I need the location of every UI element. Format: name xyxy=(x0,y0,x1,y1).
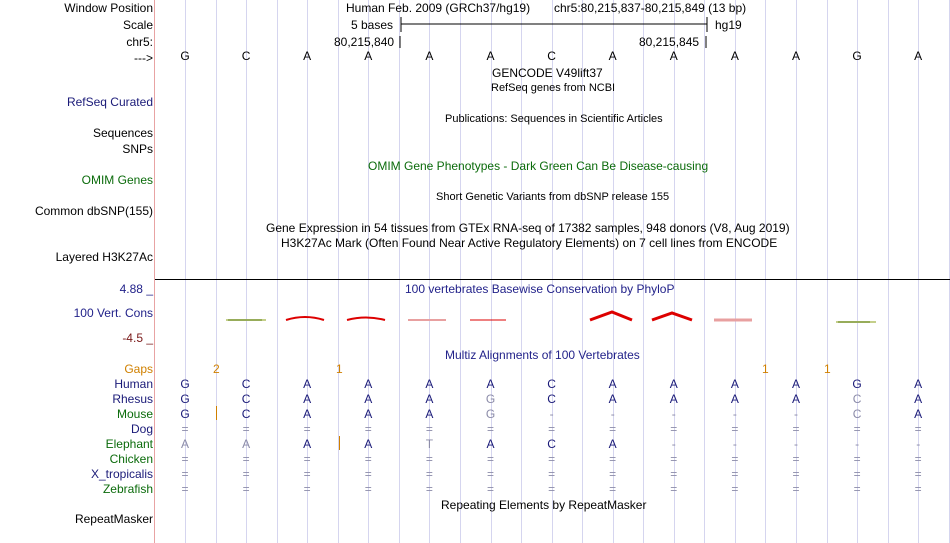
alignment-base: C xyxy=(852,407,862,421)
alignment-base: = xyxy=(792,467,800,481)
alignment-base: A xyxy=(303,407,312,421)
alignment-base: A xyxy=(303,377,312,391)
alignment-base: A xyxy=(425,392,434,406)
alignment-base: = xyxy=(731,452,739,466)
alignment-base: = xyxy=(609,482,617,496)
alignment-base: = xyxy=(181,467,189,481)
species-label[interactable]: Dog xyxy=(130,422,153,436)
alignment-base: - xyxy=(610,407,615,421)
alignment-base: A xyxy=(608,377,617,391)
alignment-base: = xyxy=(792,452,800,466)
grid-line xyxy=(277,0,278,543)
alignment-base: T xyxy=(425,437,434,451)
grid-line xyxy=(643,0,644,543)
alignment-base: = xyxy=(242,482,250,496)
alignment-base: = xyxy=(670,467,678,481)
alignment-base: A xyxy=(425,377,434,391)
track-omim-desc[interactable]: OMIM Gene Phenotypes - Dark Green Can Be Disease-causing xyxy=(368,159,709,173)
track-label-h3k27ac[interactable]: Layered H3K27Ac xyxy=(55,250,153,264)
species-label[interactable]: Chicken xyxy=(109,452,153,466)
alignment-base: - xyxy=(732,437,737,451)
alignment-base: = xyxy=(548,452,556,466)
alignment-base: = xyxy=(486,452,494,466)
alignment-base: G xyxy=(485,392,496,406)
alignment-base: = xyxy=(486,467,494,481)
track-gtex-desc[interactable]: Gene Expression in 54 tissues from GTEx RNA-seq of 17382 samples, 948 donors (V8, Aug 2019) xyxy=(266,221,790,235)
alignment-base: A xyxy=(791,377,800,391)
alignment-base: A xyxy=(914,407,923,421)
alignment-base: = xyxy=(303,467,311,481)
alignment-base: = xyxy=(242,452,250,466)
track-separator xyxy=(155,279,950,280)
alignment-base: A xyxy=(364,437,373,451)
alignment-base: G xyxy=(485,407,496,421)
species-label[interactable]: Human xyxy=(114,377,153,391)
alignment-base: = xyxy=(792,482,800,496)
track-publications[interactable]: Publications: Sequences in Scientific Articles xyxy=(445,113,663,125)
grid-line xyxy=(888,0,889,543)
track-gencode[interactable]: GENCODE V49lift37 xyxy=(492,66,603,80)
alignment-base: A xyxy=(364,407,373,421)
alignment-base: = xyxy=(242,467,250,481)
alignment-base: = xyxy=(609,422,617,436)
track-label-sequences[interactable]: Sequences xyxy=(92,126,153,140)
alignment-base: - xyxy=(916,437,921,451)
alignment-base: A xyxy=(364,377,373,391)
track-h3k27ac-desc[interactable]: H3K27Ac Mark (Often Found Near Active Regulatory Elements) on 7 cell lines from ENCODE xyxy=(281,236,778,250)
grid-line xyxy=(399,0,400,543)
grid-line xyxy=(827,0,828,543)
track-label-snps[interactable]: SNPs xyxy=(122,142,153,156)
base-letter: A xyxy=(608,49,617,63)
alignment-base: = xyxy=(364,452,372,466)
track-repeat-desc[interactable]: Repeating Elements by RepeatMasker xyxy=(441,498,647,512)
track-refseq-desc: RefSeq genes from NCBI xyxy=(491,82,616,94)
alignment-base: A xyxy=(914,377,923,391)
cons-min-label: -4.5 _ xyxy=(122,331,153,345)
base-letter: A xyxy=(730,49,739,63)
alignment-base: C xyxy=(547,377,556,391)
alignment-base: C xyxy=(547,392,556,406)
track-label-repeatmasker[interactable]: RepeatMasker xyxy=(74,512,153,526)
alignment-base: = xyxy=(548,422,556,436)
alignment-base: = xyxy=(609,452,617,466)
grid-line xyxy=(460,0,461,543)
alignment-base: - xyxy=(794,407,798,421)
alignment-base: A xyxy=(730,377,739,391)
coord-right: 80,215,845 xyxy=(639,35,700,49)
gap-count-1: 2 xyxy=(213,362,220,376)
scale-label: Scale xyxy=(122,18,153,32)
base-letter: G xyxy=(852,49,862,63)
gap-count-2: 1 xyxy=(336,362,343,376)
alignment-base: - xyxy=(794,437,798,451)
alignment-base: = xyxy=(670,422,678,436)
alignment-base: - xyxy=(671,407,676,421)
scale-db: hg19 xyxy=(715,18,742,32)
alignment-base: - xyxy=(549,407,554,421)
alignment-base: = xyxy=(792,422,800,436)
alignment-base: A xyxy=(425,407,434,421)
gap-count-3: 1 xyxy=(762,362,769,376)
window-position-label: Window Position xyxy=(64,1,153,15)
position-readout: chr5:80,215,837-80,215,849 (13 bp) xyxy=(554,1,747,15)
alignment-base: A xyxy=(242,437,251,451)
species-label[interactable]: Elephant xyxy=(105,437,153,451)
alignment-base: = xyxy=(425,482,433,496)
alignment-base: C xyxy=(852,392,862,406)
alignment-base: = xyxy=(853,452,861,466)
alignment-base: A xyxy=(486,377,495,391)
alignment-base: = xyxy=(914,482,922,496)
alignment-base: C xyxy=(547,437,556,451)
alignment-base: G xyxy=(180,392,190,406)
gap-count-4: 1 xyxy=(824,362,831,376)
track-label-omim[interactable]: OMIM Genes xyxy=(81,173,153,187)
alignment-base: = xyxy=(853,467,861,481)
alignment-base: = xyxy=(548,467,556,481)
scale-text: 5 bases xyxy=(351,18,394,32)
alignment-base: = xyxy=(364,467,372,481)
gap-mark-mouse xyxy=(216,406,217,420)
alignment-base: = xyxy=(364,422,372,436)
alignment-base: = xyxy=(425,467,433,481)
coord-left: 80,215,840 xyxy=(334,35,395,49)
alignment-base: C xyxy=(241,392,251,406)
alignment-base: = xyxy=(731,482,739,496)
alignment-base: A xyxy=(669,392,678,406)
grid-line xyxy=(216,0,217,543)
base-letter: C xyxy=(241,49,251,63)
alignment-base: G xyxy=(180,407,190,421)
alignment-base: A xyxy=(364,392,373,406)
alignment-base: = xyxy=(303,422,311,436)
alignment-base: C xyxy=(241,377,251,391)
alignment-base: = xyxy=(181,482,189,496)
phylop-graph[interactable] xyxy=(0,300,950,340)
alignment-base: A xyxy=(608,437,617,451)
base-letter: A xyxy=(425,49,434,63)
alignment-base: = xyxy=(914,467,922,481)
alignment-base: - xyxy=(732,407,737,421)
alignment-base: = xyxy=(181,422,189,436)
alignment-base: A xyxy=(486,437,495,451)
alignment-base: = xyxy=(670,452,678,466)
alignment-base: = xyxy=(853,422,861,436)
track-label-dbsnp[interactable]: Common dbSNP(155) xyxy=(34,204,153,218)
base-letter: A xyxy=(669,49,678,63)
alignment-base: G xyxy=(180,377,190,391)
alignment-base: A xyxy=(608,392,617,406)
base-letter: A xyxy=(791,49,800,63)
alignment-base: A xyxy=(303,437,312,451)
base-letter: A xyxy=(303,49,312,63)
alignment-base: = xyxy=(486,482,494,496)
alignment-base: = xyxy=(425,452,433,466)
assembly-title: Human Feb. 2009 (GRCh37/hg19) xyxy=(346,1,531,15)
track-label-refseq[interactable]: RefSeq Curated xyxy=(66,95,153,109)
alignment-base: = xyxy=(242,422,250,436)
alignment-base: = xyxy=(731,422,739,436)
track-label-cons[interactable]: 100 Vert. Cons xyxy=(73,306,153,320)
scale-ruler xyxy=(0,0,950,50)
base-letter: G xyxy=(180,49,190,63)
species-label[interactable]: Zebrafish xyxy=(102,482,153,496)
base-letter: A xyxy=(486,49,495,63)
base-letter: A xyxy=(364,49,373,63)
alignment-base: - xyxy=(671,437,676,451)
chrom-label: chr5: xyxy=(126,35,153,49)
alignment-base: = xyxy=(914,452,922,466)
species-label[interactable]: X_tropicalis xyxy=(90,467,153,481)
alignment-base: = xyxy=(303,482,311,496)
strand-label: ---> xyxy=(134,51,153,65)
track-label-gaps: Gaps xyxy=(124,362,153,376)
grid-line xyxy=(704,0,705,543)
alignment-base: A xyxy=(669,377,678,391)
alignment-base: = xyxy=(914,422,922,436)
alignment-base: = xyxy=(364,482,372,496)
alignment-base: A xyxy=(303,392,312,406)
alignment-base: = xyxy=(425,422,433,436)
alignment-base: A xyxy=(914,392,923,406)
alignment-base: = xyxy=(181,452,189,466)
cons-max-label: 4.88 _ xyxy=(119,282,153,296)
alignment-base: = xyxy=(303,452,311,466)
track-phylop-desc[interactable]: 100 vertebrates Basewise Conservation by PhyloP xyxy=(405,282,675,296)
alignment-base: C xyxy=(241,407,251,421)
base-letter: C xyxy=(547,49,556,63)
alignment-base: G xyxy=(852,377,862,391)
alignment-base: = xyxy=(609,467,617,481)
track-multiz-desc[interactable]: Multiz Alignments of 100 Vertebrates xyxy=(445,348,640,362)
base-letter: A xyxy=(914,49,923,63)
alignment-base: = xyxy=(853,482,861,496)
track-dbsnp-desc[interactable]: Short Genetic Variants from dbSNP release 155 xyxy=(436,191,670,203)
gap-mark-elephant xyxy=(339,436,340,450)
alignment-base: = xyxy=(486,422,494,436)
alignment-base: = xyxy=(670,482,678,496)
grid-line xyxy=(765,0,766,543)
species-label[interactable]: Mouse xyxy=(116,407,153,421)
alignment-base: A xyxy=(180,437,189,451)
alignment-base: - xyxy=(855,437,860,451)
grid-line xyxy=(338,0,339,543)
alignment-base: A xyxy=(791,392,800,406)
species-label[interactable]: Rhesus xyxy=(112,392,153,406)
alignment-base: A xyxy=(730,392,739,406)
label-divider xyxy=(154,0,155,543)
alignment-base: = xyxy=(548,482,556,496)
alignment-base: = xyxy=(731,467,739,481)
